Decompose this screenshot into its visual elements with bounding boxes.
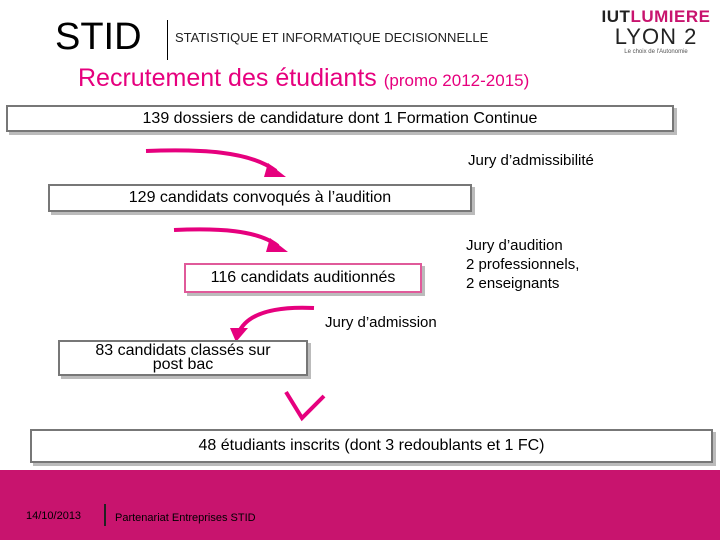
- step-classes-line-1: 83 candidats classés sur: [95, 342, 271, 359]
- footer-band: [0, 470, 720, 540]
- arrow-step-1-icon: [140, 143, 300, 183]
- step-convoques-text: 129 candidats convoqués à l’audition: [128, 189, 392, 206]
- header-subtitle: STATISTIQUE ET INFORMATIQUE DECISIONNELLE: [175, 30, 489, 45]
- step-dossiers-box: [6, 105, 674, 132]
- jury-admissibilite-label: Jury d’admissibilité: [468, 152, 594, 169]
- step-inscrits-box: [30, 429, 713, 463]
- step-inscrits-text: 48 étudiants inscrits (dont 3 redoublants et 1 FC): [198, 437, 545, 454]
- footer-partner: Partenariat Entreprises STID: [115, 512, 256, 524]
- logo-line-2: LYON 2: [614, 24, 698, 49]
- header-divider: [167, 20, 168, 60]
- jury-audition-line-1: Jury d’audition: [466, 237, 563, 254]
- page-title: [78, 64, 529, 93]
- step-classes-line-2: post bac: [152, 356, 214, 373]
- logo-iut: IUT: [601, 7, 631, 26]
- arrow-step-4-icon: [280, 388, 330, 424]
- stid-title: STID: [55, 16, 142, 58]
- step-dossiers-text: 139 dossiers de candidature dont 1 Formation Continue: [142, 109, 538, 127]
- step-auditionnes-text: 116 candidats auditionnés: [210, 269, 396, 286]
- arrow-step-2-icon: [168, 222, 298, 258]
- title-promo: (promo 2012-2015): [383, 71, 530, 90]
- jury-audition-line-2: 2 professionnels,: [466, 256, 580, 273]
- step-convoques-box: [48, 184, 472, 212]
- iut-lumiere-logo: [600, 8, 712, 58]
- title-main: Recrutement des étudiants: [78, 64, 384, 92]
- step-classes-box: [58, 340, 308, 376]
- arrow-step-3-icon: [222, 298, 322, 344]
- footer-date: 14/10/2013: [26, 510, 82, 522]
- logo-tagline: Le choix de l'Autonomie: [624, 49, 688, 55]
- jury-audition-label: [466, 236, 579, 293]
- logo-lumiere: LUMIERE: [630, 7, 711, 26]
- jury-admission-label: Jury d’admission: [325, 314, 437, 331]
- step-auditionnes-box: [184, 263, 422, 293]
- footer-divider: [104, 504, 106, 526]
- jury-audition-line-3: 2 enseignants: [466, 275, 560, 292]
